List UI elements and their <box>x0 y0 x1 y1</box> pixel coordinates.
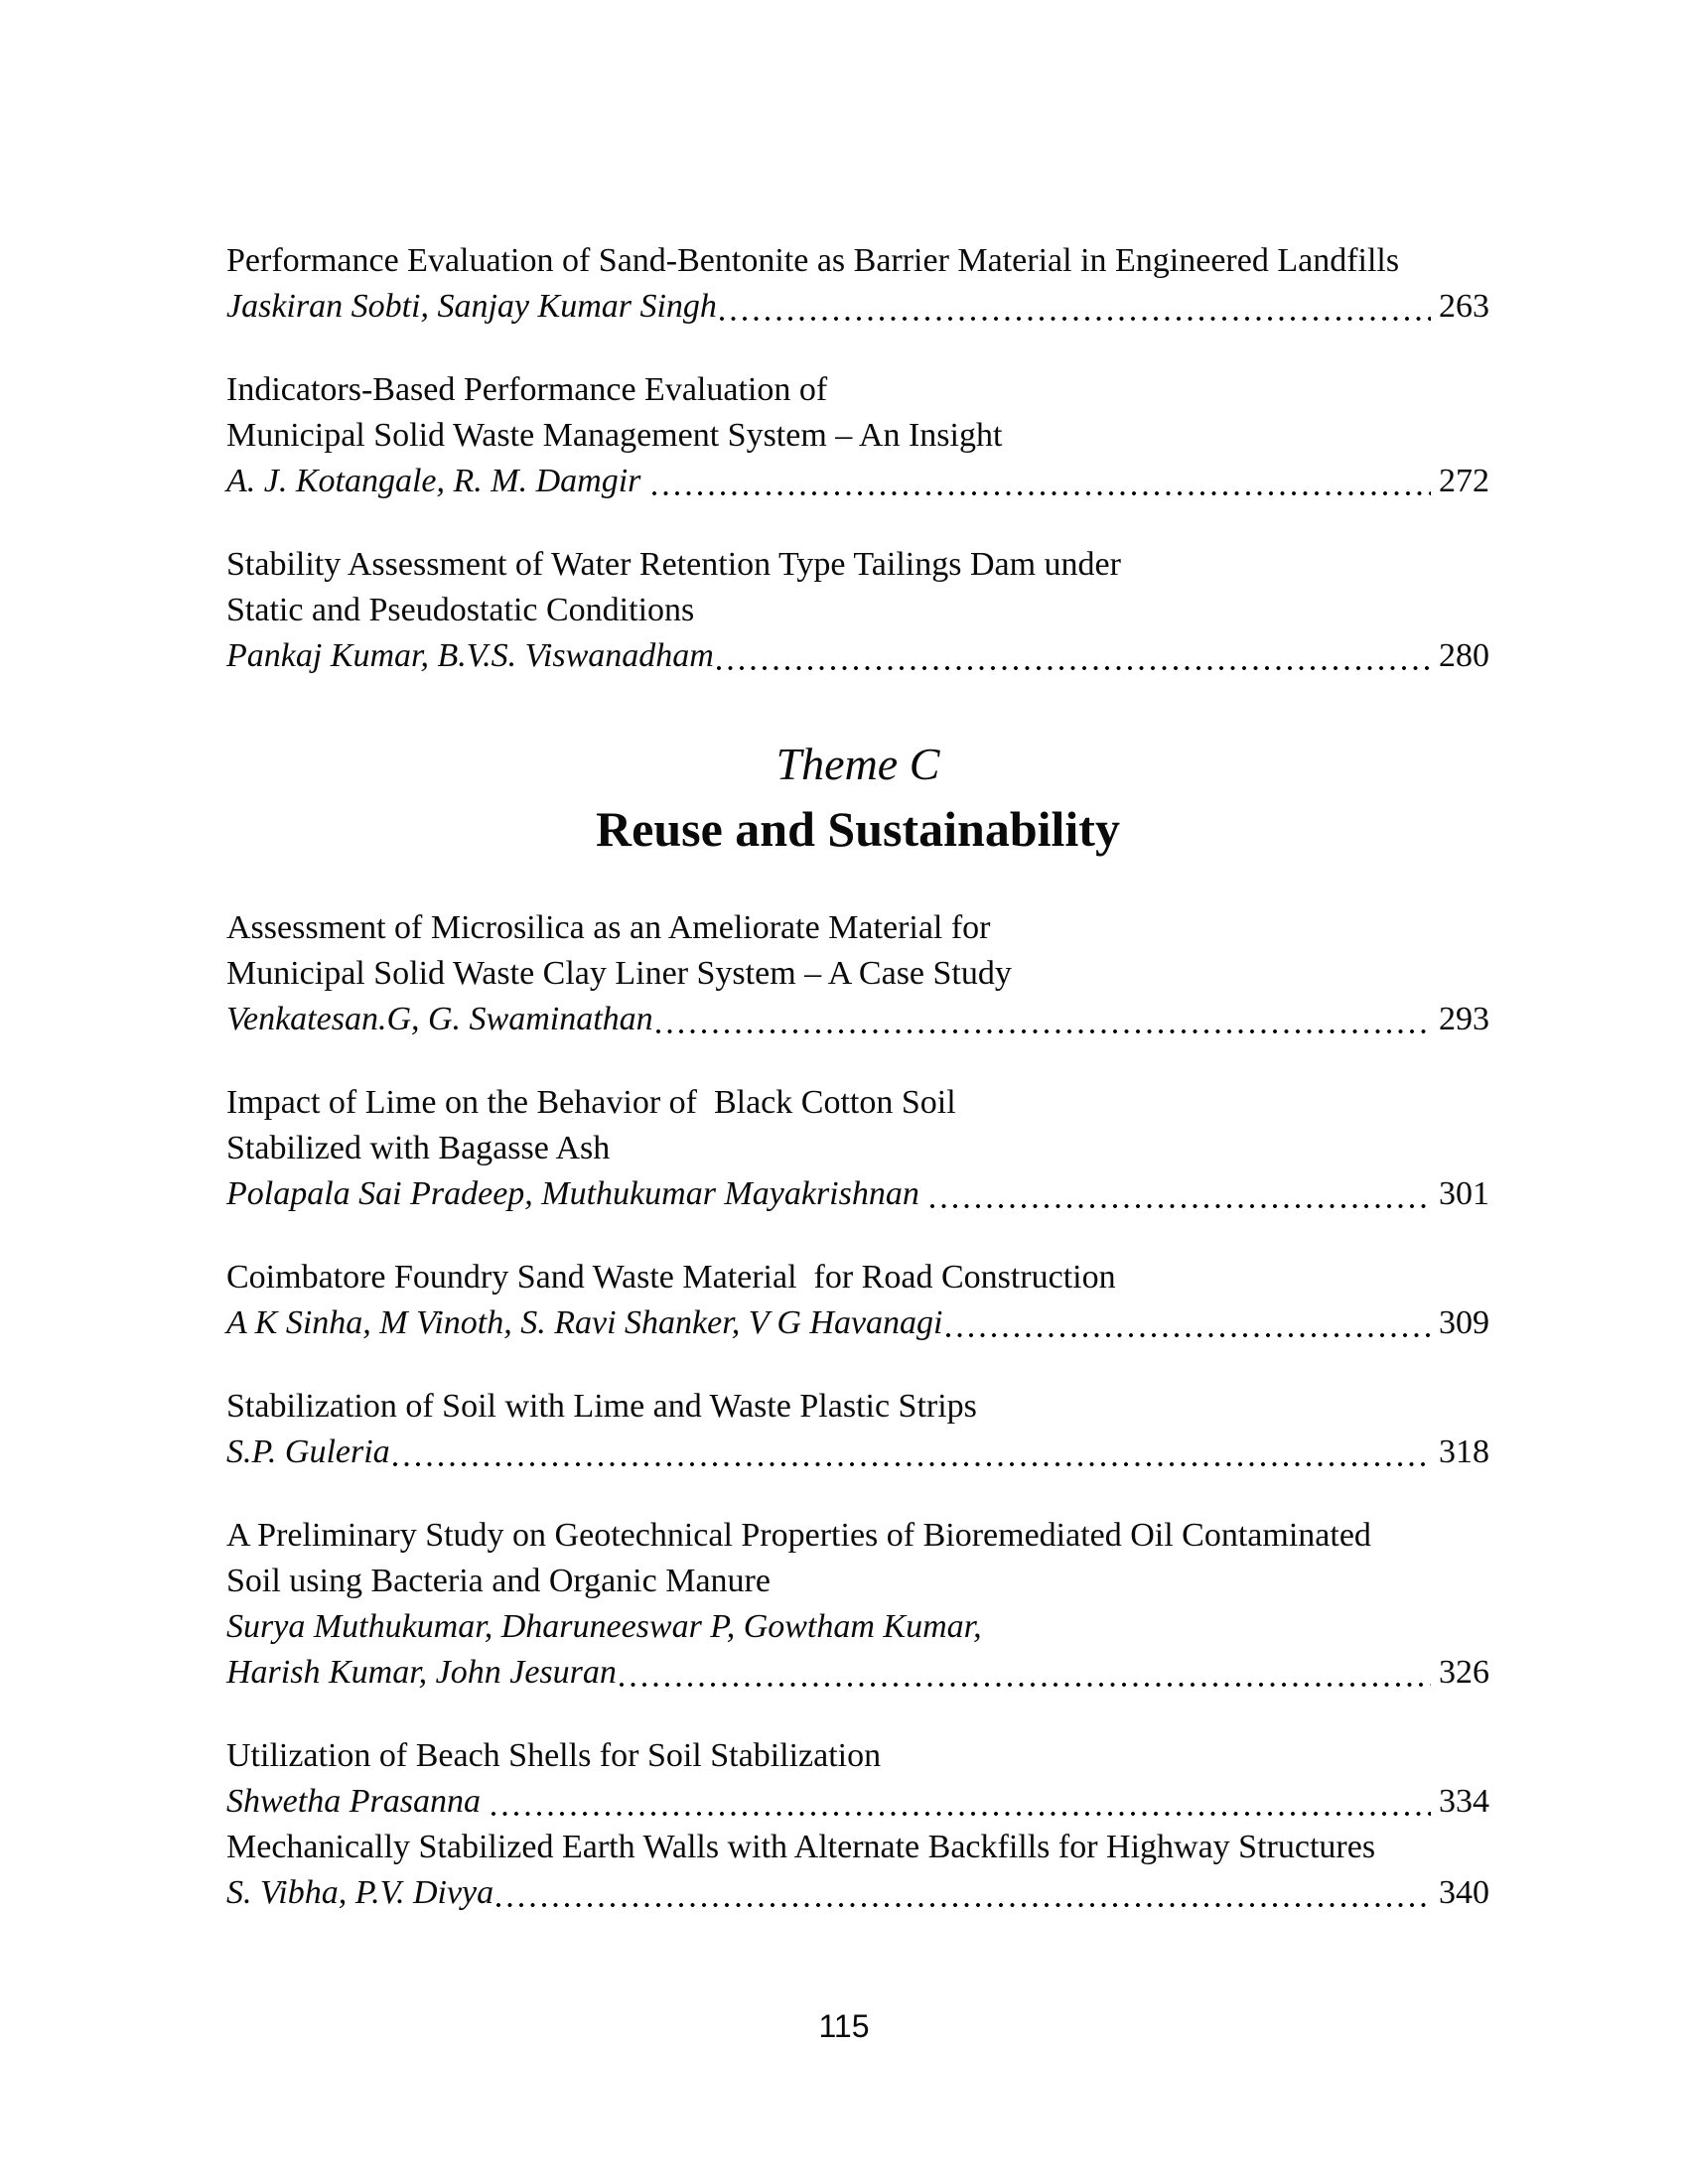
toc-entry-author-row <box>226 997 1489 1042</box>
theme-heading <box>226 733 1489 862</box>
toc-entry-authors: A. J. Kotangale, R. M. Damgir <box>226 463 649 499</box>
toc-entry-authors: Polapala Sai Pradeep, Muthukumar Mayakrishnan <box>226 1175 928 1212</box>
toc-entry-authors: Shwetha Prasanna <box>226 1783 490 1820</box>
toc-entry-authors: Harish Kumar, John Jesuran <box>226 1654 617 1691</box>
toc-entry <box>226 905 1489 1042</box>
dot-leader <box>717 665 1431 671</box>
toc-entry <box>226 1825 1489 1916</box>
toc-entry <box>226 542 1489 679</box>
toc-entry-title-line: Coimbatore Foundry Sand Waste Material for Road Construction <box>226 1259 1116 1296</box>
toc-entry-title-line: Municipal Solid Waste Clay Liner System – A Case Study <box>226 955 1012 992</box>
toc-entry <box>226 367 1489 504</box>
dot-leader <box>492 1811 1431 1817</box>
toc-entry-title-line: Soil using Bacteria and Organic Manure <box>226 1563 771 1599</box>
toc-entry-author-row <box>226 1870 1489 1916</box>
toc-entry-title-line: Municipal Solid Waste Management System – An Insight <box>226 417 1003 454</box>
toc-section-after-theme <box>226 905 1489 1954</box>
toc-entry-page-number: 334 <box>1439 1783 1489 1820</box>
toc-entry-authors: Venkatesan.G, G. Swaminathan <box>226 1001 653 1037</box>
toc-entry-author-row <box>226 1650 1489 1696</box>
dot-leader <box>946 1332 1432 1338</box>
dot-leader <box>393 1461 1431 1467</box>
toc-entry-authors: A K Sinha, M Vinoth, S. Ravi Shanker, V G Havanagi <box>226 1304 943 1341</box>
toc-entry-title-line: Indicators-Based Performance Evaluation of <box>226 371 828 408</box>
toc-entry-author-row <box>226 1171 1489 1217</box>
toc-entry-author-row <box>226 633 1489 679</box>
toc-entry-author-row <box>226 1430 1489 1475</box>
toc-entry-page-number: 309 <box>1439 1304 1489 1341</box>
dot-leader <box>652 490 1431 496</box>
toc-entry-authors-line: Surya Muthukumar, Dharuneeswar P, Gowtham Kumar, <box>226 1608 982 1645</box>
toc-entry <box>226 1513 1489 1696</box>
toc-entry <box>226 1733 1489 1825</box>
toc-section-before-theme <box>226 238 1489 717</box>
toc-entry <box>226 238 1489 330</box>
toc-entry-authors: Jaskiran Sobti, Sanjay Kumar Singh <box>226 288 717 325</box>
toc-entry-author-row <box>226 284 1489 330</box>
toc-entry-authors: Pankaj Kumar, B.V.S. Viswanadham <box>226 637 714 674</box>
toc-entry-title-line: A Preliminary Study on Geotechnical Properties of Bioremediated Oil Contaminated <box>226 1517 1371 1554</box>
toc-entry <box>226 1384 1489 1475</box>
toc-entry-page-number: 318 <box>1439 1433 1489 1470</box>
toc-entry-title-line: Utilization of Beach Shells for Soil Stabilization <box>226 1737 882 1774</box>
toc-entry <box>226 1255 1489 1346</box>
toc-entry-page-number: 326 <box>1439 1654 1489 1691</box>
toc-content <box>226 0 1489 1954</box>
toc-entry-authors: S. Vibha, P.V. Divya <box>226 1874 494 1911</box>
page-footer <box>0 2008 1688 2045</box>
dot-leader <box>620 1682 1431 1688</box>
toc-entry-title-line: Stability Assessment of Water Retention Type Tailings Dam under <box>226 546 1121 583</box>
toc-entry-page-number: 301 <box>1439 1175 1489 1212</box>
toc-entry-author-row <box>226 459 1489 504</box>
toc-entry-title-line: Static and Pseudostatic Conditions <box>226 592 695 628</box>
toc-entry-title-line: Stabilized with Bagasse Ash <box>226 1130 611 1166</box>
toc-entry-title-line: Impact of Lime on the Behavior of Black Cotton Soil <box>226 1084 956 1121</box>
toc-entry-author-row <box>226 1779 1489 1825</box>
toc-entry-page-number: 272 <box>1439 463 1489 499</box>
dot-leader <box>656 1028 1431 1034</box>
theme-title: Reuse and Sustainability <box>596 801 1120 857</box>
toc-entry-title-line: Mechanically Stabilized Earth Walls with Alternate Backfills for Highway Structures <box>226 1829 1376 1865</box>
page-number: 115 <box>818 2008 870 2044</box>
toc-entry-title-line: Assessment of Microsilica as an Ameliorate Material for <box>226 909 991 946</box>
toc-entry-page-number: 340 <box>1439 1874 1489 1911</box>
dot-leader <box>496 1902 1431 1908</box>
dot-leader <box>720 316 1431 322</box>
toc-entry <box>226 1080 1489 1217</box>
toc-entry-author-row <box>226 1300 1489 1346</box>
toc-entry-title-line: Stabilization of Soil with Lime and Waste Plastic Strips <box>226 1388 977 1425</box>
toc-entry-page-number: 280 <box>1439 637 1489 674</box>
toc-entry-page-number: 293 <box>1439 1001 1489 1037</box>
toc-entry-title-line: Performance Evaluation of Sand-Bentonite as Barrier Material in Engineered Landfills <box>226 242 1400 279</box>
dot-leader <box>930 1203 1431 1209</box>
toc-entry-authors: S.P. Guleria <box>226 1433 390 1470</box>
theme-kicker: Theme C <box>775 739 940 789</box>
toc-entry-page-number: 263 <box>1439 288 1489 325</box>
